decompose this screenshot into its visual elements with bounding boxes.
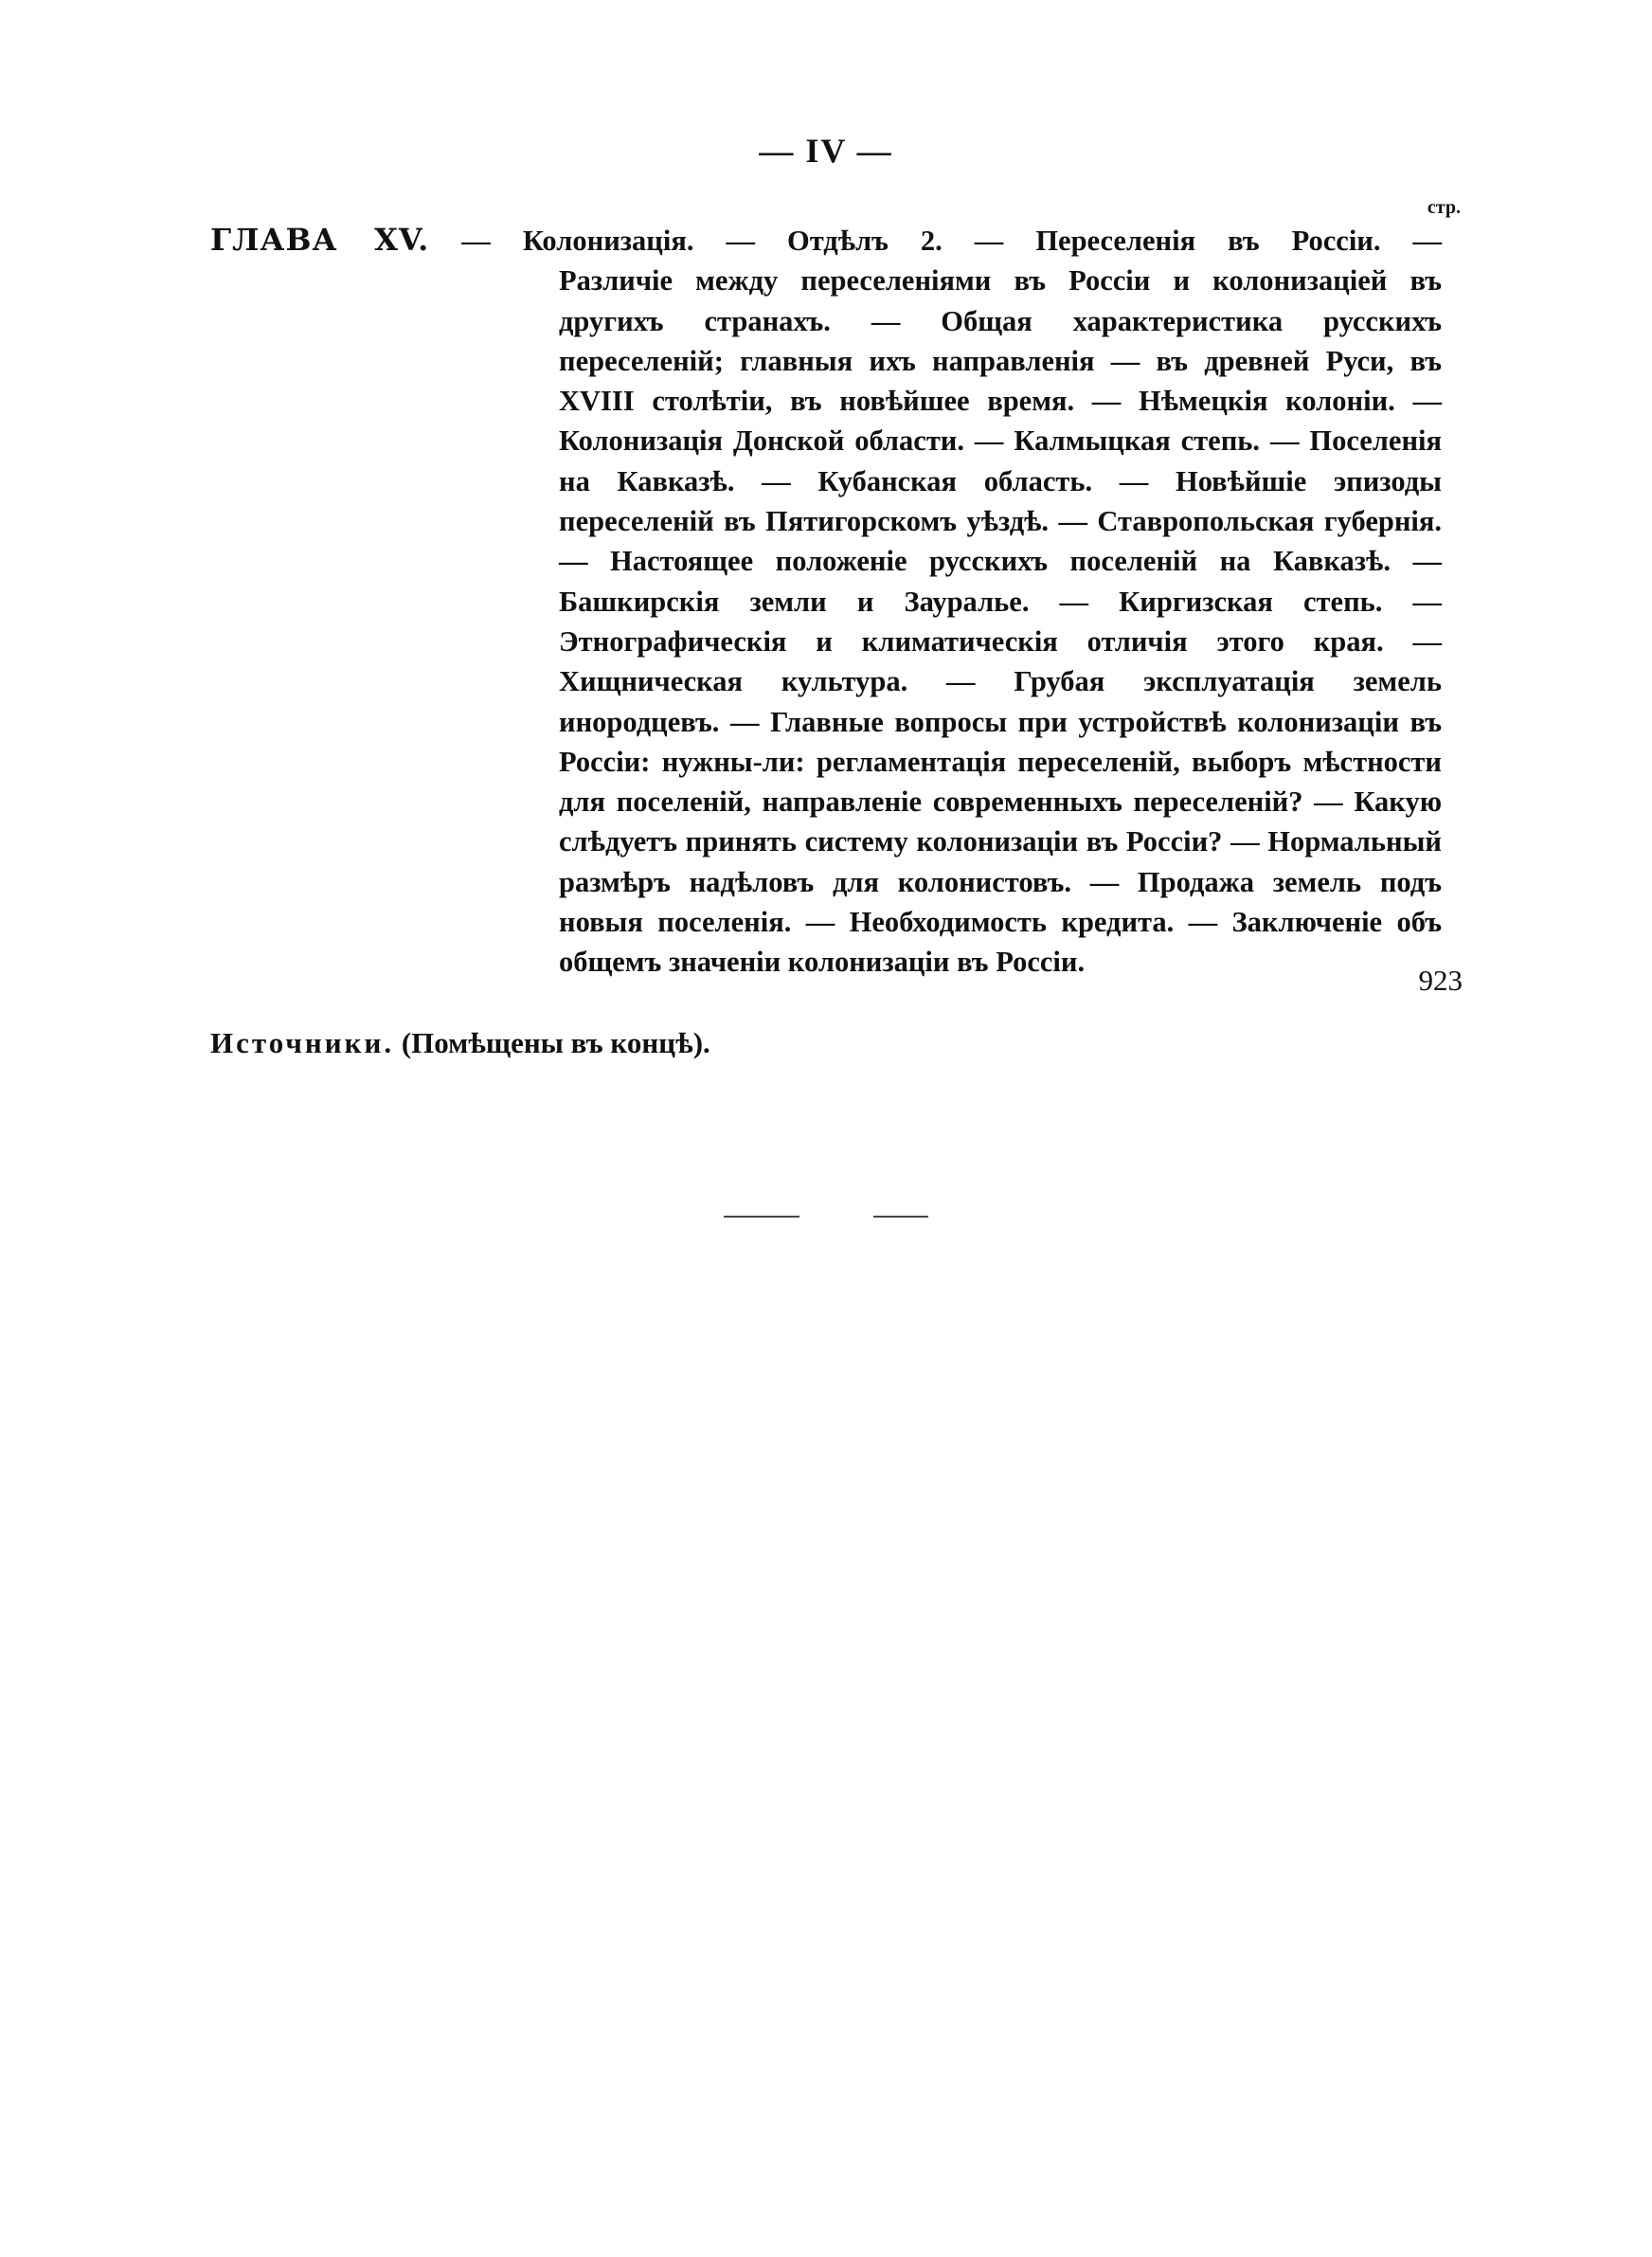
page-column-label: стр. xyxy=(1427,197,1461,218)
end-ornament-rule-icon xyxy=(722,1214,930,1219)
chapter-title: — Колонизація. — Отдѣлъ 2. — Переселенія въ Россіи. — xyxy=(429,225,1442,257)
page-number: — IV — xyxy=(759,132,893,170)
sources-label: Источники. xyxy=(210,1026,395,1059)
toc-entry-head xyxy=(210,220,1442,261)
end-ornament xyxy=(0,1214,1652,1219)
chapter-summary: Различіе между переселеніями въ Россіи и колонизаціей въ другихъ странахъ. — Общая характеристика русскихъ переселеній; главныя ихъ направленія — въ древней Руси, въ XVIII столѣтіи, въ новѣйшее время. — Нѣмецкія колоніи. — Колонизація Донской области. — Калмыцкая степь. — Поселенія на Кавказѣ. — Кубанская область. — Новѣйшіе эпизоды переселеній въ Пятигорскомъ уѣздѣ. — Ставропольская губернія. — Настоящее положеніе русскихъ поселеній на Кавказѣ. — Башкирскія земли и Зауралье. — Киргизская степь. — Этнографическія и климатическія отличія этого края. — Хищническая культура. — Грубая эксплуатація земель инородцевъ. — Главные вопросы при устройствѣ колонизаціи въ Россіи: нужны-ли: регламентація переселеній, выборъ мѣстности для поселеній, направленіе современныхъ переселеній? — Какую слѣдуетъ принять систему колонизаціи въ Россіи? — Нормальный размѣръ надѣловъ для колонистовъ. — Продажа земель подъ новыя поселенія. — Необходимость кредита. — Заключеніе объ общемъ значеніи колонизаціи въ Россіи. xyxy=(559,264,1442,979)
sources-line xyxy=(210,1026,710,1060)
toc-entry-chapter-15 xyxy=(210,220,1442,983)
chapter-label: ГЛАВА XV. xyxy=(210,222,430,258)
toc-page-reference: 923 xyxy=(1418,964,1463,997)
sources-note: (Помѣщены въ концѣ). xyxy=(394,1026,710,1059)
